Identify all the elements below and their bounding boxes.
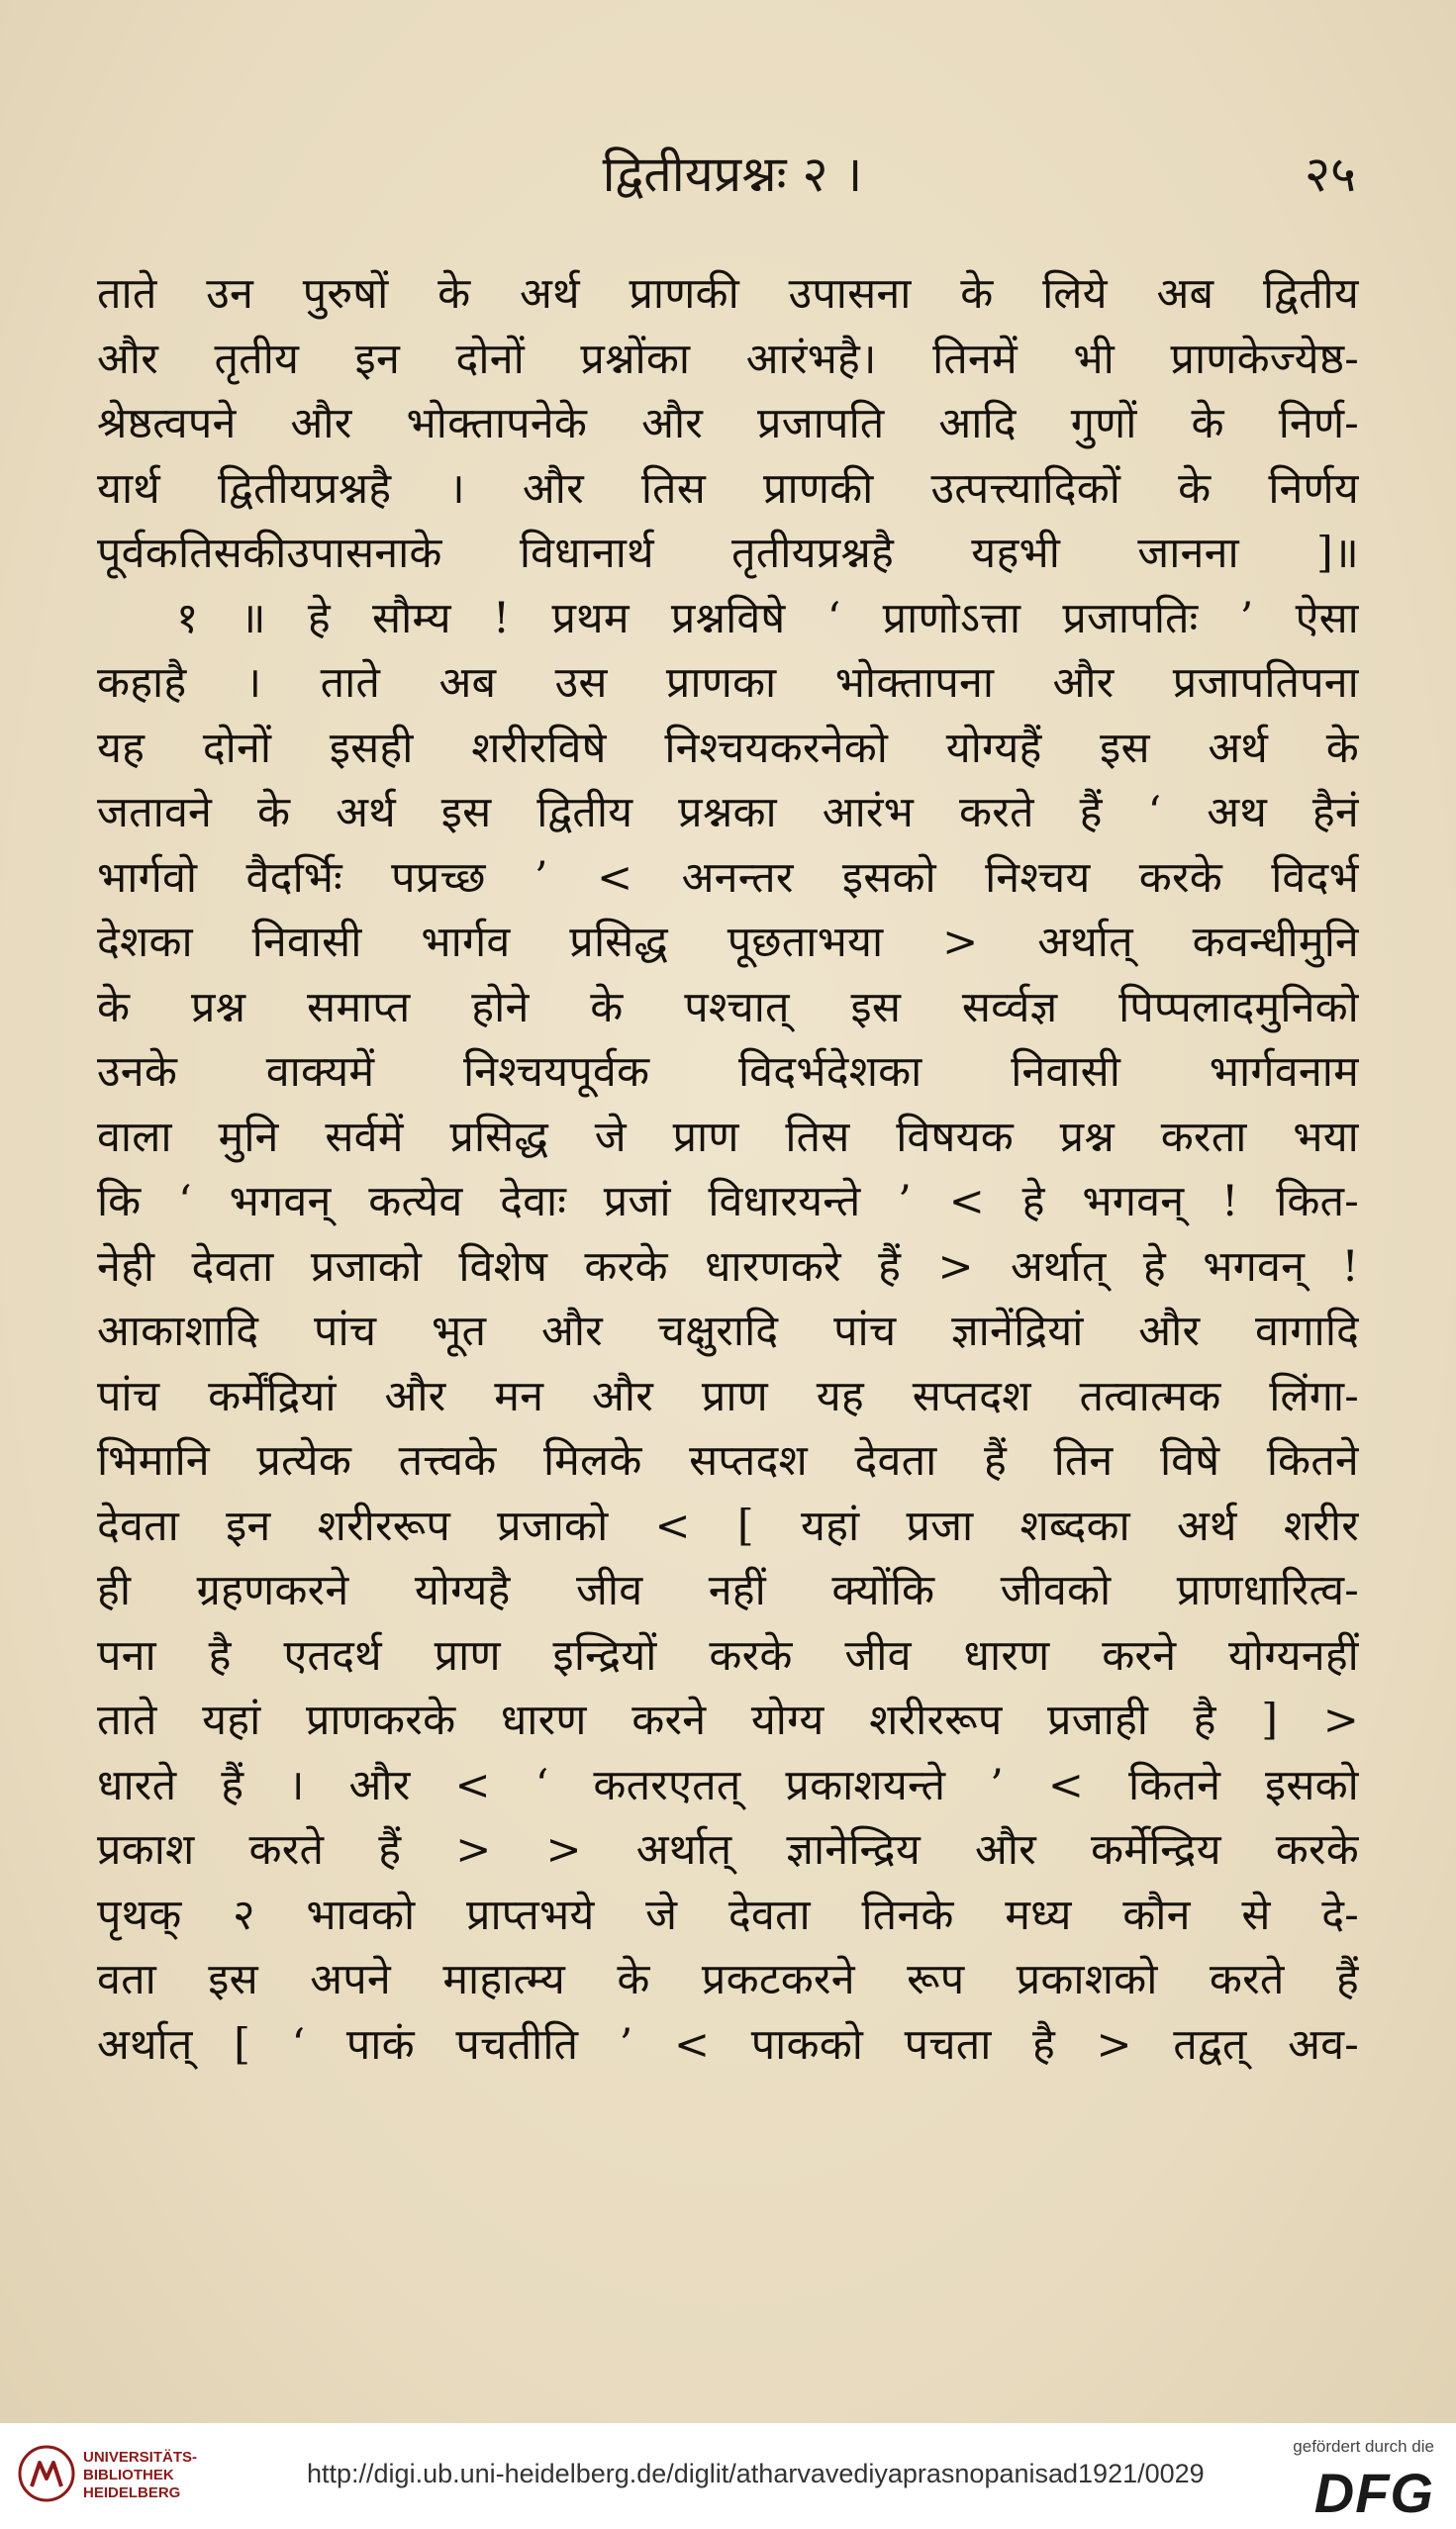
university-seal-icon	[18, 2445, 75, 2502]
text-line: ही ग्रहणकरने योग्यहै जीव नहीं क्योंकि जीवको प्राणधारित्व-	[97, 1566, 1359, 1615]
text-line: वाला मुनि सर्वमें प्रसिद्ध जे प्राण तिस विषयक प्रश्न करता भया	[97, 1112, 1359, 1162]
text-line: पांच कर्मेंद्रियां और मन और प्राण यह सप्तदश तत्वात्मक लिंगा-	[97, 1371, 1359, 1421]
text-line: ताते उन पुरुषों के अर्थ प्राणकी उपासना के लिये अब द्वितीय	[97, 269, 1359, 319]
text-line: धारते हैं । और < ‘ कतरएतत् प्रकाशयन्ते ’ < कितने इसको	[97, 1760, 1359, 1810]
library-name-line: HEIDELBERG	[83, 2484, 181, 2501]
page-number: २५	[1305, 146, 1356, 203]
text-line: कहाहै । ताते अब उस प्राणका भोक्तापना और प्रजापतिपना	[97, 658, 1359, 708]
text-line: भार्गवो वैदर्भिः पप्रच्छ ’ < अनन्तर इसको निश्चय करके विदर्भ	[97, 852, 1359, 903]
text-line: वता इस अपने माहात्म्य के प्रकटकरने रूप प्रकाशको करते हैं	[97, 1955, 1359, 2004]
text-line: भिमानि प्रत्येक तत्त्वके मिलके सप्तदश देवता हैं तिन विषे कितने	[97, 1436, 1359, 1486]
text-line: नेही देवता प्रजाको विशेष करके धारणकरे हैं > अर्थात् हे भगवन् !	[97, 1241, 1359, 1292]
text-line: यह दोनों इसही शरीरविषे निश्चयकरनेको योग्यहैं इस अर्थ के	[97, 723, 1359, 773]
text-line: अर्थात् [ ‘ पाकं पचतीति ’ < पाकको पचता है > तद्वत् अव-	[97, 2019, 1359, 2070]
text-line: प्रकाश करते हैं > > अर्थात् ज्ञानेन्द्रिय और कर्मेन्द्रिय करके	[97, 1825, 1359, 1875]
text-line: जतावने के अर्थ इस द्वितीय प्रश्नका आरंभ करते हैं ‘ अथ हैनं	[97, 788, 1359, 837]
running-title: द्वितीयप्रश्नः २ ।	[602, 146, 863, 203]
permalink-url[interactable]: http://digi.ub.uni-heidelberg.de/diglit/atharvavediyaprasnopanisad1921/0029	[307, 2459, 1205, 2488]
text-line: पना है एतदर्थ प्राण इन्द्रियों करके जीव धारण करने योग्यनहीं	[97, 1630, 1359, 1681]
text-line: देशका निवासी भार्गव प्रसिद्ध पूछताभया > अर्थात् कवन्धीमुनि	[97, 918, 1359, 967]
text-line: कि ‘ भगवन् कत्येव देवाः प्रजां विधारयन्ते ’ < हे भगवन् ! कित-	[97, 1177, 1359, 1226]
text-line: १ ॥ हे सौम्य ! प्रथम प्रश्नविषे ‘ प्राणोऽत्ता प्रजापतिः ’ ऐसा	[176, 593, 1359, 643]
text-line: ताते यहां प्राणकरके धारण करने योग्य शरीररूप प्रजाही है ] >	[97, 1696, 1359, 1745]
body-text	[97, 262, 1359, 2078]
text-line: श्रेष्ठत्वपने और भोक्तापनेके और प्रजापति आदि गुणों के निर्ण-	[97, 399, 1359, 448]
dfg-logo: DFG	[1313, 2462, 1434, 2524]
text-line: उनके वाक्यमें निश्चयपूर्वक विदर्भदेशका निवासी भार्गवनाम	[97, 1047, 1359, 1097]
text-line: यार्थ द्वितीयप्रश्नहै । और तिस प्राणकी उत्पत्त्यादिकों के निर्णय	[97, 463, 1359, 514]
text-line: के प्रश्न समाप्त होने के पश्चात् इस सर्व्वज्ञ पिप्पलादमुनिको	[97, 982, 1359, 1032]
text-line: और तृतीय इन दोनों प्रश्नोंका आरंभहै। तिनमें भी प्राणकेज्येष्ठ-	[97, 334, 1359, 384]
sponsor-note: gefördert durch die	[1293, 2437, 1434, 2456]
text-line: आकाशादि पांच भूत और चक्षुरादि पांच ज्ञानेंद्रियां और वागादि	[97, 1307, 1359, 1356]
text-line: देवता इन शरीररूप प्रजाको < [ यहां प्रजा शब्दका अर्थ शरीर	[97, 1501, 1359, 1551]
text-line: पूर्वकतिसकीउपासनाके विधानार्थ तृतीयप्रश्नहै यहभी जानना ]॥	[97, 529, 1359, 578]
running-head	[99, 139, 1366, 203]
library-name-line: BIBLIOTHEK	[83, 2467, 174, 2483]
library-name	[83, 2449, 197, 2502]
library-name-line: UNIVERSITÄTS-	[83, 2449, 198, 2466]
text-line: पृथक् २ भावको प्राप्तभये जे देवता तिनके मध्य कौन से दे-	[97, 1890, 1359, 1940]
digitization-footer	[0, 2423, 1456, 2529]
